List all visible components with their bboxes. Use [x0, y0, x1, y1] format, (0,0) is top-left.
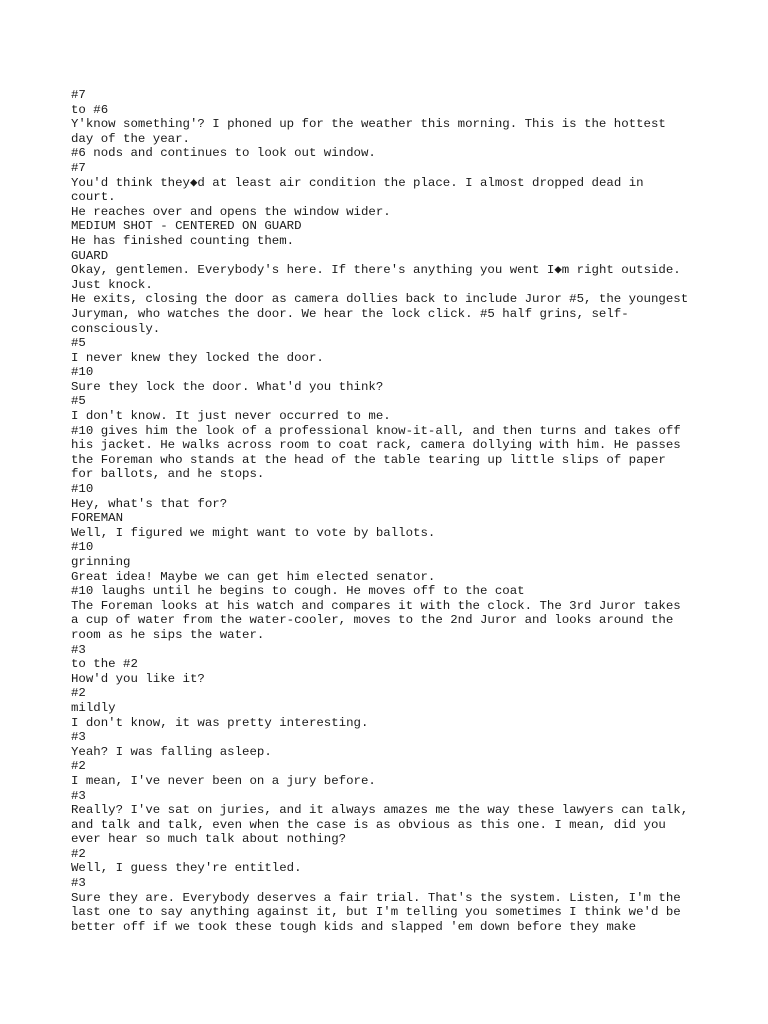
script-line: #3	[71, 788, 86, 803]
script-line: Okay, gentlemen. Everybody's here. If there's anything you went I◆m right outside.	[71, 263, 681, 278]
script-line: to the #2	[71, 657, 138, 672]
script-line: I don't know, it was pretty interesting.	[71, 715, 369, 730]
script-line: Great idea! Maybe we can get him elected senator.	[71, 569, 436, 584]
script-line: I don't know. It just never occurred to me.	[71, 409, 391, 424]
script-line: Juryman, who watches the door. We hear the lock click. #5 half grins, self-	[71, 306, 629, 321]
script-line: #3	[71, 642, 86, 657]
script-line: #2	[71, 759, 86, 774]
script-line: FOREMAN	[71, 511, 124, 526]
script-line: He has finished counting them.	[71, 233, 295, 248]
script-line: ever hear so much talk about nothing?	[71, 832, 347, 847]
script-line: #5	[71, 394, 86, 409]
script-line: #7	[71, 160, 86, 175]
script-line: #6 nods and continues to look out window.	[71, 146, 376, 161]
script-line: Well, I figured we might want to vote by ballots.	[71, 525, 436, 540]
script-line: his jacket. He walks across room to coat rack, camera dollying with him. He passes	[71, 438, 681, 453]
script-page	[71, 88, 711, 934]
script-line: to #6	[71, 102, 109, 117]
script-line: The Foreman looks at his watch and compares it with the clock. The 3rd Juror takes	[71, 598, 681, 613]
script-line: How'd you like it?	[71, 671, 205, 686]
script-line: #7	[71, 88, 86, 102]
script-line: #10	[71, 482, 94, 497]
script-line: #3	[71, 876, 86, 891]
script-line: #10	[71, 540, 94, 555]
script-line: Really? I've sat on juries, and it always amazes me the way these lawyers can talk,	[71, 803, 689, 818]
script-line: Just knock.	[71, 277, 153, 292]
script-line: #10 laughs until he begins to cough. He moves off to the coat	[71, 584, 525, 599]
script-line: GUARD	[71, 248, 109, 263]
script-line: day of the year.	[71, 131, 190, 146]
script-line: MEDIUM SHOT - CENTERED ON GUARD	[71, 219, 302, 234]
script-line: Well, I guess they're entitled.	[71, 861, 302, 876]
script-line: Hey, what's that for?	[71, 496, 228, 511]
script-line: for ballots, and he stops.	[71, 467, 265, 482]
script-line: and talk and talk, even when the case is as obvious as this one. I mean, did you	[71, 817, 666, 832]
script-line: I mean, I've never been on a jury before.	[71, 773, 376, 788]
script-line: Y'know something'? I phoned up for the weather this morning. This is the hottest	[71, 117, 666, 132]
script-line: He reaches over and opens the window wider.	[71, 204, 391, 219]
script-line: a cup of water from the water-cooler, moves to the 2nd Juror and looks around the	[71, 613, 674, 628]
script-line: #2	[71, 686, 86, 701]
script-line: #10 gives him the look of a professional know-it-all, and then turns and takes off	[71, 423, 681, 438]
script-line: Yeah? I was falling asleep.	[71, 744, 272, 759]
script-line: court.	[71, 190, 116, 205]
script-line: last one to say anything against it, but I'm telling you sometimes I think we'd be	[71, 905, 681, 920]
script-line: #3	[71, 730, 86, 745]
script-line: the Foreman who stands at the head of the table tearing up little slips of paper	[71, 452, 666, 467]
script-line: consciously.	[71, 321, 161, 336]
script-line: Sure they lock the door. What'd you think?	[71, 379, 384, 394]
script-line: grinning	[71, 555, 131, 569]
script-line: better off if we took these tough kids and slapped 'em down before they make	[71, 919, 637, 934]
script-line: I never knew they locked the door.	[71, 350, 324, 365]
script-line: Sure they are. Everybody deserves a fair trial. That's the system. Listen, I'm the	[71, 890, 681, 905]
script-line: You'd think they◆d at least air condition the place. I almost dropped dead in	[71, 175, 644, 190]
script-line: He exits, closing the door as camera dollies back to include Juror #5, the youngest	[71, 292, 689, 307]
script-line: #5	[71, 336, 86, 351]
script-line: mildly	[71, 700, 116, 715]
script-line: #2	[71, 846, 86, 861]
script-line: #10	[71, 365, 94, 380]
script-line: room as he sips the water.	[71, 627, 265, 642]
